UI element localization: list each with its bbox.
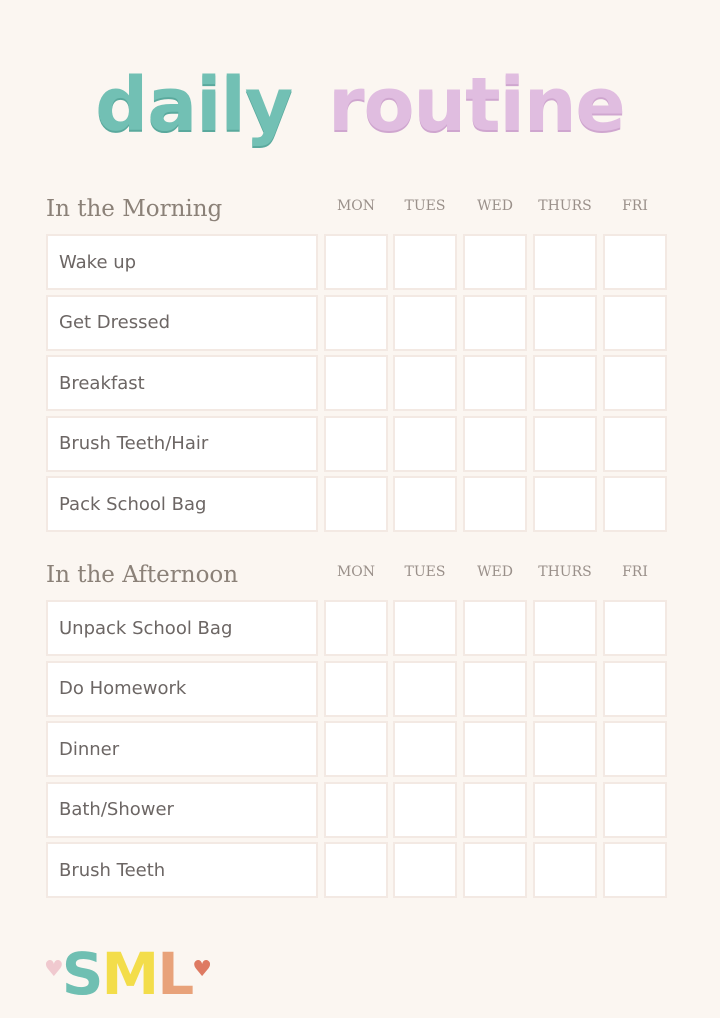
task-label: Wake up [46,234,318,290]
day-header-thurs: THURS [538,198,592,214]
checkbox-wed[interactable] [463,721,527,777]
task-label: Do Homework [46,661,318,717]
checkbox-fri[interactable] [603,295,667,351]
checkbox-thurs[interactable] [533,782,597,838]
title-daily: daily [95,62,293,148]
checkbox-fri[interactable] [603,234,667,290]
checkbox-tues[interactable] [393,782,457,838]
day-header-tues: TUES [404,564,446,580]
checkbox-mon[interactable] [324,355,388,411]
checkbox-mon[interactable] [324,234,388,290]
checkbox-tues[interactable] [393,842,457,898]
task-label: Unpack School Bag [46,600,318,656]
checkbox-mon[interactable] [324,782,388,838]
checkbox-mon[interactable] [324,600,388,656]
checkbox-mon[interactable] [324,476,388,532]
checkbox-wed[interactable] [463,600,527,656]
checkbox-tues[interactable] [393,295,457,351]
day-header-tues: TUES [404,198,446,214]
day-header-thurs: THURS [538,564,592,580]
checkbox-mon[interactable] [324,842,388,898]
checkbox-thurs[interactable] [533,295,597,351]
checkbox-wed[interactable] [463,355,527,411]
checkbox-tues[interactable] [393,721,457,777]
checkbox-wed[interactable] [463,234,527,290]
sml-logo: ♥SML♥ [44,940,210,1008]
title-routine: routine [328,62,625,148]
heart-icon: ♥ [44,957,62,982]
checkbox-thurs[interactable] [533,721,597,777]
checkbox-thurs[interactable] [533,234,597,290]
checkbox-tues[interactable] [393,600,457,656]
task-label: Breakfast [46,355,318,411]
checkbox-fri[interactable] [603,355,667,411]
checkbox-fri[interactable] [603,721,667,777]
checkbox-fri[interactable] [603,416,667,472]
checkbox-fri[interactable] [603,842,667,898]
checkbox-thurs[interactable] [533,355,597,411]
checkbox-wed[interactable] [463,416,527,472]
checkbox-wed[interactable] [463,782,527,838]
task-label: Bath/Shower [46,782,318,838]
task-label: Brush Teeth/Hair [46,416,318,472]
day-header-wed: WED [477,198,513,214]
day-header-fri: FRI [622,564,648,580]
section-title: In the Morning [46,196,223,222]
checkbox-tues[interactable] [393,416,457,472]
checkbox-thurs[interactable] [533,476,597,532]
checkbox-wed[interactable] [463,295,527,351]
day-header-mon: MON [336,198,376,214]
checkbox-fri[interactable] [603,476,667,532]
checkbox-tues[interactable] [393,661,457,717]
day-header-mon: MON [336,564,376,580]
checkbox-fri[interactable] [603,600,667,656]
checkbox-tues[interactable] [393,234,457,290]
checkbox-fri[interactable] [603,782,667,838]
checkbox-thurs[interactable] [533,600,597,656]
task-label: Dinner [46,721,318,777]
checkbox-mon[interactable] [324,721,388,777]
checkbox-mon[interactable] [324,416,388,472]
checkbox-tues[interactable] [393,476,457,532]
checkbox-thurs[interactable] [533,661,597,717]
checkbox-thurs[interactable] [533,842,597,898]
page-title [0,62,720,148]
checkbox-wed[interactable] [463,476,527,532]
checkbox-mon[interactable] [324,661,388,717]
section-title: In the Afternoon [46,562,239,588]
task-label: Get Dressed [46,295,318,351]
checkbox-tues[interactable] [393,355,457,411]
checkbox-thurs[interactable] [533,416,597,472]
day-header-wed: WED [477,564,513,580]
checkbox-wed[interactable] [463,842,527,898]
checkbox-wed[interactable] [463,661,527,717]
checkbox-mon[interactable] [324,295,388,351]
task-label: Pack School Bag [46,476,318,532]
day-header-fri: FRI [622,198,648,214]
heart-icon: ♥ [192,957,210,982]
task-label: Brush Teeth [46,842,318,898]
checkbox-fri[interactable] [603,661,667,717]
